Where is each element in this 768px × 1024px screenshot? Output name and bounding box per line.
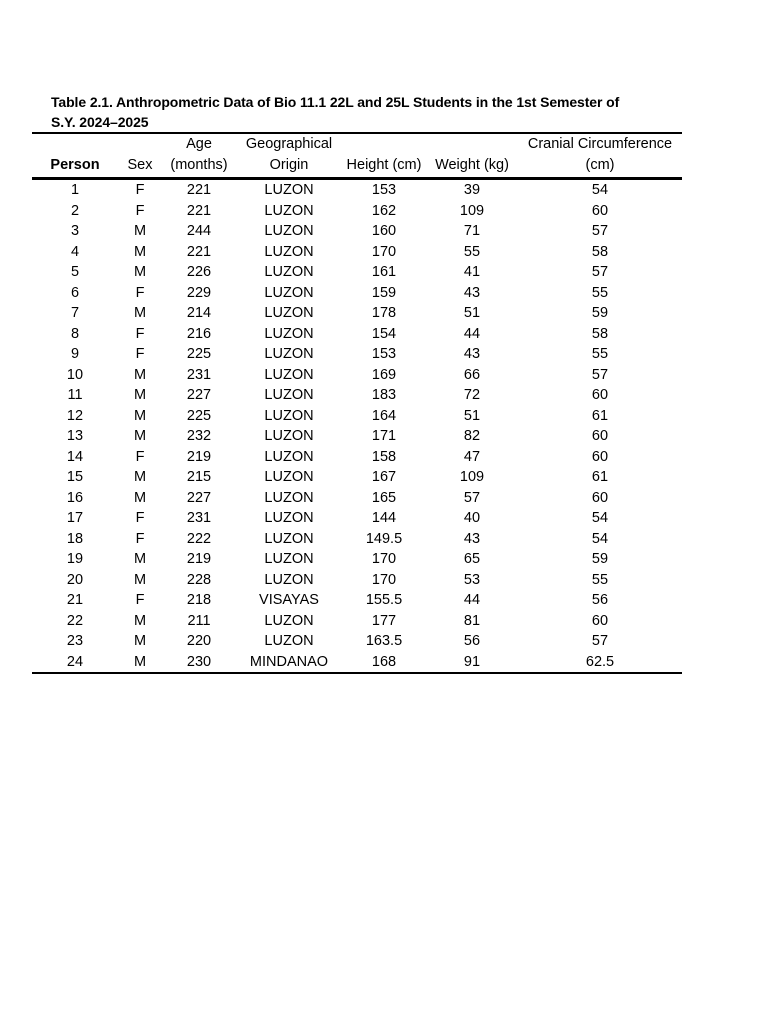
cell-weight: 51	[463, 407, 481, 424]
header-age-line-2: (months)	[170, 156, 228, 173]
cell-sex: M	[133, 305, 147, 321]
cell-cranial-circumference: 59	[591, 305, 609, 321]
cell-age: 221	[186, 182, 212, 198]
cell-height: 178	[371, 305, 397, 321]
cell-origin: LUZON	[264, 264, 314, 280]
table-row	[32, 179, 682, 201]
cell-age: 225	[186, 346, 212, 362]
cell-age: 225	[186, 407, 212, 424]
header-age-line-1: Age	[186, 136, 212, 152]
table-caption-line-1: Table 2.1. Anthropometric Data of Bio 11.1 22L and 25L Students in the 1st Semester of	[51, 94, 620, 110]
cell-weight: 91	[426, 652, 518, 674]
table-row	[32, 221, 682, 242]
cell-person: 11	[67, 387, 83, 403]
cell-person: 22	[66, 612, 84, 629]
table-row	[32, 262, 682, 283]
cell-height: 183	[371, 387, 397, 403]
document-page	[32, 92, 682, 674]
cell-cranial-circumference: 55	[591, 571, 609, 588]
cell-weight: 47	[463, 448, 481, 465]
cell-weight: 66	[463, 366, 481, 383]
cell-age: 230	[162, 652, 236, 674]
cell-age: 229	[186, 284, 212, 301]
cell-age: 227	[186, 387, 212, 403]
header-origin-line-1: Geographical	[245, 136, 333, 152]
cell-person: 13	[66, 428, 84, 444]
header-cranial-circumference	[518, 133, 682, 179]
cell-origin: LUZON	[264, 407, 314, 424]
cell-cranial-circumference: 61	[591, 407, 609, 424]
cell-age: 231	[186, 366, 212, 383]
table-row	[32, 508, 682, 529]
cell-height: 177	[371, 612, 397, 629]
cell-height: 163.5	[365, 633, 403, 649]
cell-height: 164	[371, 407, 397, 424]
cell-person: 10	[66, 366, 84, 383]
table-row	[32, 201, 682, 222]
cell-person: 5	[70, 264, 80, 280]
cell-height: 171	[371, 428, 397, 444]
cell-origin: MINDANAO	[236, 652, 342, 674]
cell-age: 222	[186, 530, 212, 547]
header-cranial-line-1: Cranial Circumference	[527, 136, 673, 152]
cell-height: 170	[371, 551, 397, 567]
header-person: Person	[32, 133, 118, 179]
cell-age: 232	[186, 428, 212, 444]
cell-weight: 51	[463, 305, 481, 321]
cell-origin: LUZON	[264, 202, 314, 219]
table-row	[32, 242, 682, 263]
header-origin-line-2: Origin	[269, 156, 309, 173]
cell-height: 149.5	[365, 530, 403, 547]
table-row	[32, 652, 682, 674]
cell-person: 24	[32, 652, 118, 674]
cell-origin: LUZON	[264, 448, 314, 465]
cell-sex: M	[133, 387, 147, 403]
cell-weight: 39	[463, 182, 481, 198]
table-row	[32, 529, 682, 550]
cell-cranial-circumference: 60	[591, 202, 609, 219]
cell-sex: M	[133, 551, 147, 567]
cell-cranial-circumference: 57	[591, 223, 609, 239]
cell-height: 162	[371, 202, 397, 219]
table-header	[32, 133, 682, 179]
cell-sex: M	[133, 264, 147, 280]
cell-person: 21	[66, 592, 84, 608]
cell-origin: LUZON	[264, 223, 314, 239]
cell-origin: LUZON	[264, 571, 314, 588]
cell-height: 158	[371, 448, 397, 465]
table-row	[32, 447, 682, 468]
cell-cranial-circumference: 60	[591, 428, 609, 444]
cell-person: 14	[66, 448, 84, 465]
cell-height: 165	[371, 489, 397, 506]
cell-cranial-circumference: 55	[591, 284, 609, 301]
cell-origin: LUZON	[264, 612, 314, 629]
anthropometric-data-table	[32, 132, 682, 674]
cell-sex: M	[133, 223, 147, 239]
cell-origin: VISAYAS	[259, 592, 319, 608]
cell-person: 7	[70, 305, 80, 321]
cell-origin: LUZON	[264, 387, 314, 403]
cell-person: 18	[66, 530, 84, 547]
cell-weight: 44	[463, 592, 481, 608]
cell-cranial-circumference: 60	[591, 489, 609, 506]
table-row	[32, 406, 682, 427]
cell-weight: 41	[463, 264, 481, 280]
header-weight: Weight (kg)	[426, 133, 518, 179]
cell-height: 167	[371, 469, 397, 485]
table-row	[32, 324, 682, 345]
cell-origin: LUZON	[264, 510, 314, 526]
header-age	[162, 133, 236, 179]
cell-cranial-circumference: 57	[591, 633, 609, 649]
cell-cranial-circumference: 58	[591, 243, 609, 260]
cell-person: 9	[70, 346, 80, 362]
cell-weight: 43	[463, 284, 481, 301]
cell-age: 211	[187, 612, 211, 629]
cell-origin: LUZON	[264, 633, 314, 649]
cell-weight: 82	[463, 428, 481, 444]
cell-age: 231	[186, 510, 212, 526]
cell-height: 153	[371, 346, 397, 362]
cell-age: 221	[186, 202, 212, 219]
cell-weight: 56	[463, 633, 481, 649]
cell-cranial-circumference: 60	[591, 387, 609, 403]
cell-cranial-circumference: 54	[591, 510, 609, 526]
cell-person: 8	[70, 325, 80, 342]
cell-person: 3	[70, 223, 80, 239]
cell-age: 214	[186, 305, 212, 321]
table-row	[32, 590, 682, 611]
table-caption-line-2: S.Y. 2024–2025	[51, 114, 149, 130]
cell-height: 154	[371, 325, 397, 342]
cell-height: 155.5	[365, 592, 403, 608]
cell-age: 220	[186, 633, 212, 649]
cell-person: 12	[66, 407, 84, 424]
header-height: Height (cm)	[342, 133, 426, 179]
cell-weight: 81	[463, 612, 481, 629]
header-cranial-line-2: (cm)	[585, 156, 615, 173]
header-sex: Sex	[118, 133, 162, 179]
cell-origin: LUZON	[264, 489, 314, 506]
table-row	[32, 488, 682, 509]
cell-origin: LUZON	[264, 243, 314, 260]
cell-sex: M	[133, 633, 147, 649]
cell-age: 244	[186, 223, 212, 239]
cell-weight: 55	[463, 243, 481, 260]
cell-person: 4	[70, 243, 80, 260]
cell-sex: F	[135, 325, 145, 342]
cell-person: 23	[66, 633, 84, 649]
cell-age: 219	[186, 448, 212, 465]
cell-age: 221	[186, 243, 212, 260]
header-geographical-origin	[236, 133, 342, 179]
table-row	[32, 344, 682, 365]
table-row	[32, 611, 682, 632]
cell-age: 228	[186, 571, 212, 588]
cell-sex: F	[135, 346, 145, 362]
cell-cranial-circumference: 60	[591, 612, 609, 629]
cell-sex: M	[133, 243, 147, 260]
cell-person: 15	[66, 469, 84, 485]
cell-age: 218	[186, 592, 212, 608]
cell-origin: LUZON	[264, 530, 314, 547]
cell-weight: 40	[463, 510, 481, 526]
cell-origin: LUZON	[264, 325, 314, 342]
cell-weight: 43	[463, 346, 481, 362]
cell-person: 17	[66, 510, 84, 526]
cell-weight: 43	[463, 530, 481, 547]
cell-cranial-circumference: 62.5	[518, 652, 682, 674]
cell-person: 16	[66, 489, 84, 506]
cell-weight: 109	[459, 469, 485, 485]
cell-sex: F	[135, 510, 145, 526]
cell-weight: 57	[463, 489, 481, 506]
cell-weight: 109	[459, 202, 485, 219]
cell-person: 2	[70, 202, 80, 219]
cell-age: 226	[186, 264, 212, 280]
cell-weight: 72	[463, 387, 481, 403]
cell-cranial-circumference: 60	[591, 448, 609, 465]
table-row	[32, 365, 682, 386]
cell-sex: M	[133, 571, 147, 588]
cell-person: 20	[66, 571, 84, 588]
cell-age: 215	[186, 469, 212, 485]
cell-origin: LUZON	[264, 305, 314, 321]
cell-origin: LUZON	[264, 284, 314, 301]
cell-cranial-circumference: 54	[591, 530, 609, 547]
cell-sex: M	[133, 612, 147, 629]
table-row	[32, 283, 682, 304]
table-row	[32, 570, 682, 591]
cell-sex: F	[135, 448, 145, 465]
cell-sex: F	[135, 182, 145, 198]
cell-age: 227	[186, 489, 212, 506]
cell-cranial-circumference: 58	[591, 325, 609, 342]
table-body	[32, 179, 682, 674]
cell-origin: LUZON	[264, 182, 314, 198]
table-header-row	[32, 133, 682, 179]
cell-sex: M	[133, 366, 147, 383]
cell-sex: M	[133, 489, 147, 506]
cell-origin: LUZON	[264, 428, 314, 444]
cell-person: 1	[70, 182, 80, 198]
table-row	[32, 426, 682, 447]
cell-height: 170	[371, 571, 397, 588]
cell-sex: M	[133, 428, 147, 444]
cell-weight: 71	[463, 223, 481, 239]
cell-origin: LUZON	[264, 346, 314, 362]
table-row	[32, 385, 682, 406]
cell-cranial-circumference: 55	[591, 346, 609, 362]
cell-height: 159	[371, 284, 397, 301]
table-row	[32, 303, 682, 324]
cell-sex: M	[133, 469, 147, 485]
cell-origin: LUZON	[264, 469, 314, 485]
cell-cranial-circumference: 56	[591, 592, 609, 608]
cell-height: 170	[371, 243, 397, 260]
cell-sex: M	[118, 652, 162, 674]
table-row	[32, 549, 682, 570]
cell-origin: LUZON	[264, 551, 314, 567]
cell-sex: F	[135, 202, 145, 219]
table-caption	[51, 92, 682, 132]
cell-weight: 65	[463, 551, 481, 567]
cell-weight: 44	[463, 325, 481, 342]
cell-sex: F	[135, 530, 145, 547]
cell-height: 169	[371, 366, 397, 383]
cell-age: 216	[186, 325, 212, 342]
table-row	[32, 631, 682, 652]
cell-origin: LUZON	[264, 366, 314, 383]
cell-height: 161	[371, 264, 397, 280]
cell-cranial-circumference: 61	[591, 469, 609, 485]
cell-weight: 53	[463, 571, 481, 588]
cell-sex: M	[133, 407, 147, 424]
cell-sex: F	[135, 284, 145, 301]
cell-height: 168	[342, 652, 426, 674]
table-row	[32, 467, 682, 488]
cell-cranial-circumference: 57	[591, 366, 609, 383]
cell-height: 153	[371, 182, 397, 198]
cell-cranial-circumference: 59	[591, 551, 609, 567]
cell-sex: F	[135, 592, 145, 608]
cell-cranial-circumference: 57	[591, 264, 609, 280]
cell-cranial-circumference: 54	[591, 182, 609, 198]
cell-person: 19	[66, 551, 84, 567]
cell-person: 6	[70, 284, 80, 301]
cell-height: 144	[371, 510, 397, 526]
cell-height: 160	[371, 223, 397, 239]
cell-age: 219	[186, 551, 212, 567]
